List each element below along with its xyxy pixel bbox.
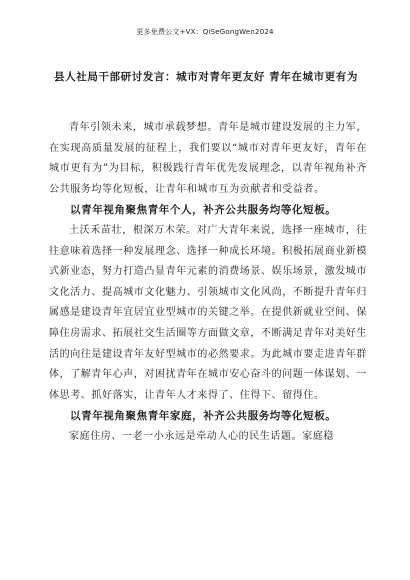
- intro-paragraph: 青年引领未来，城市承载梦想。青年是城市建设发展的主力军，在实现高质量发展的征程上，我们要以“城市对青年更友好，青年在城市更有为”为目标，积极践行青年优先发展理念，以青年视角补齐公共服务均等化短板，让青年和城市互为贡献者和受益者。: [49, 122, 367, 195]
- document-title: 县人社局干部研讨发言：城市对青年更友好 青年在城市更有为: [54, 71, 358, 83]
- section-paragraph-1: 土沃禾苗壮，根深万木荣。对广大青年来说，选择一座城市，往往意味着选择一种发展理念、选择一种成长环境。积极拓展商业新模式新业态，努力打造凸显青年元素的消费场景、娱乐场景，激发城市文化活力、提高城市文化魅力、引领城市文化风尚，不断提升青年归属感是建设青年宜居宜业型城市的关键之举。在提供新就业空间、保障住房需求、拓展社交生活圈等方面做文章，不断满足青年对美好生活的向往是建设青年友好型城市的必然要求。为此城市要走进青年群体，了解青年心声，对困扰青年在城市安心奋斗的问题一体谋划、一体思考、抓好落实，让青年人才来得了、住得下、留得住。: [49, 224, 367, 401]
- section-heading-2: 以青年视角聚焦青年家庭，补齐公共服务均等化短板。: [70, 410, 337, 423]
- header-watermark: 更多免费公文+VX：QiSeGongWen2024: [136, 28, 274, 36]
- document-body: [49, 118, 367, 448]
- section-heading-1: 以青年视角聚焦青年个人，补齐公共服务均等化短板。: [70, 204, 337, 217]
- section-paragraph-2: 家庭住房、一老一小永远是牵动人心的民生话题。家庭稳: [69, 430, 334, 442]
